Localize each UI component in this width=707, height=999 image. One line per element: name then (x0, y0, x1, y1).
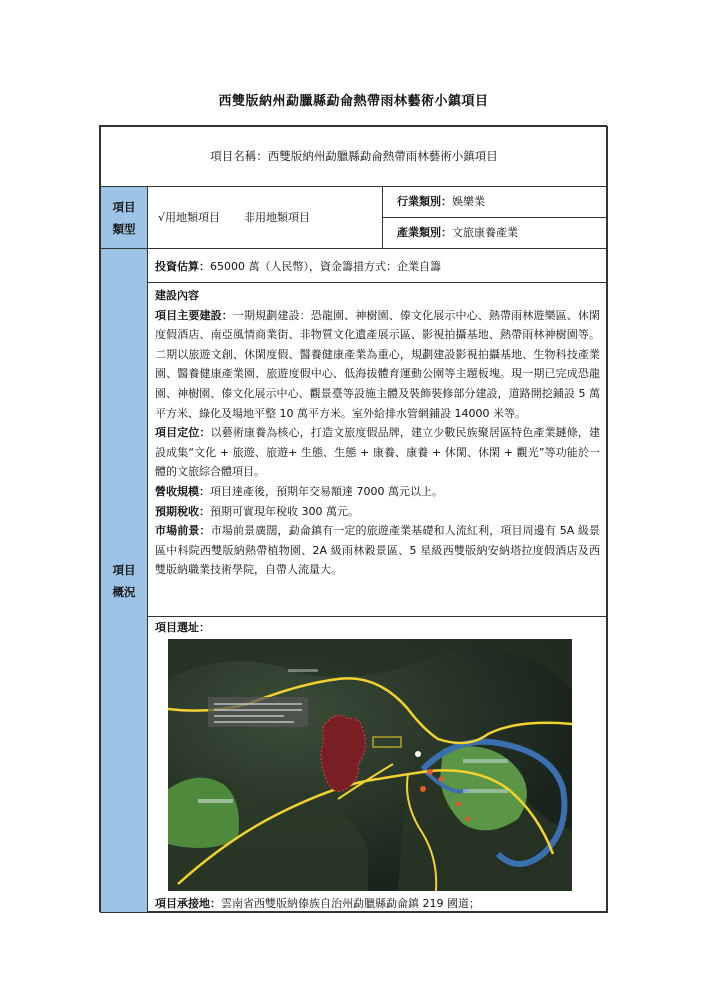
project-table (99, 125, 607, 912)
positioning-label: 項目定位： (155, 426, 211, 440)
satellite-map-svg (168, 639, 572, 891)
content-cell (147, 282, 608, 617)
project-type-header (100, 186, 148, 249)
overview-label-2: 概況 (112, 584, 136, 599)
tax-label: 預期稅收： (155, 504, 210, 518)
land-use-option: √用地類項目 (158, 210, 221, 224)
tax (155, 502, 600, 522)
project-name-cell (100, 126, 608, 187)
site-map-image (168, 639, 572, 891)
revenue (155, 482, 600, 502)
market-label: 市場前景： (155, 524, 211, 538)
land-use-cell (147, 186, 383, 249)
industry-cell (382, 186, 608, 218)
revenue-text: 項目達產後，預期年交易額達 7000 萬元以上。 (210, 484, 443, 498)
carrier-label: 項目承接地： (155, 897, 221, 910)
revenue-label: 營收規模： (155, 484, 210, 498)
project-type-label-2: 類型 (112, 221, 136, 236)
investment-label: 投資估算： (155, 260, 210, 273)
carrier (155, 894, 480, 914)
industry-value: 娛樂業 (452, 195, 485, 209)
sector-value: 文旅康養產業 (452, 226, 518, 240)
industry-label: 行業類別： (397, 195, 452, 209)
site-label: 項目選址： (155, 621, 210, 634)
market (155, 521, 600, 580)
construction-heading: 建設內容 (155, 289, 199, 302)
positioning-text: 以藝術康養為核心，打造文旅度假品牌，建立少數民族聚居區特色產業鏈條，建設成集“文化 + 旅遊、旅遊+ 生態、生態 + 康養、康養 + 休閑、休閑 + 觀光”等功能於一體的文旅綜合體項目。 (155, 426, 601, 479)
main-construction-label: 項目主要建設： (155, 308, 233, 322)
non-land-use-option: 非用地類項目 (244, 210, 311, 224)
project-name: 項目名稱：西雙版納州勐臘縣勐侖熱帶雨林藝術小鎮項目 (210, 148, 498, 163)
project-type-label-1: 項目 (112, 199, 136, 214)
site-cell (147, 616, 608, 913)
investment-cell (147, 248, 608, 283)
overview-label-1: 項目 (112, 562, 136, 577)
main-construction-text: 一期規劃建設：恐龍園、神樹園、傣文化展示中心、熱帶雨林遊樂區、休閑度假酒店、南亞風情商業街、非物質文化遺產展示區、影視拍攝基地、熱帶雨林神樹園等。二期以旅遊文創、休閑度假、醫養健康產業為重心，規劃建設影視拍攝基地、生物科技產業園、醫養健康產業園、旅遊度假中心、低海拔體育運動公園等主題板塊。現一期已完成恐龍園、神樹園、傣文化展示中心、觀景臺等設施主體及裝飾裝修部分建設，道路開挖鋪設 5 萬平方米、綠化及場地平整 10 萬平方米。室外給排水管網鋪設 14000 米等。 (155, 308, 601, 420)
tax-text: 預期可實現年稅收 300 萬元。 (210, 504, 359, 518)
overview-header (100, 248, 148, 913)
investment-text: 65000 萬（人民幣），資金籌措方式：企業自籌 (210, 260, 441, 273)
positioning (155, 423, 600, 482)
carrier-text: 雲南省西雙版納傣族自治州勐臘縣勐侖鎮 219 國道； (221, 897, 480, 910)
sector-cell (382, 217, 608, 249)
market-text: 市場前景廣闊，勐侖鎮有一定的旅遊產業基礎和人流紅利，項目周邊有 5A 級景區中科院西雙版納熱帶植物園、2A 級雨林穀景區、5 星級西雙版納安納塔拉度假酒店及西雙版納職業技術學院，自帶人流量大。 (155, 524, 600, 577)
main-construction (155, 306, 600, 424)
page-title: 西雙版納州勐臘縣勐侖熱帶雨林藝術小鎮項目 (218, 94, 489, 109)
sector-label: 產業類別： (397, 226, 452, 240)
